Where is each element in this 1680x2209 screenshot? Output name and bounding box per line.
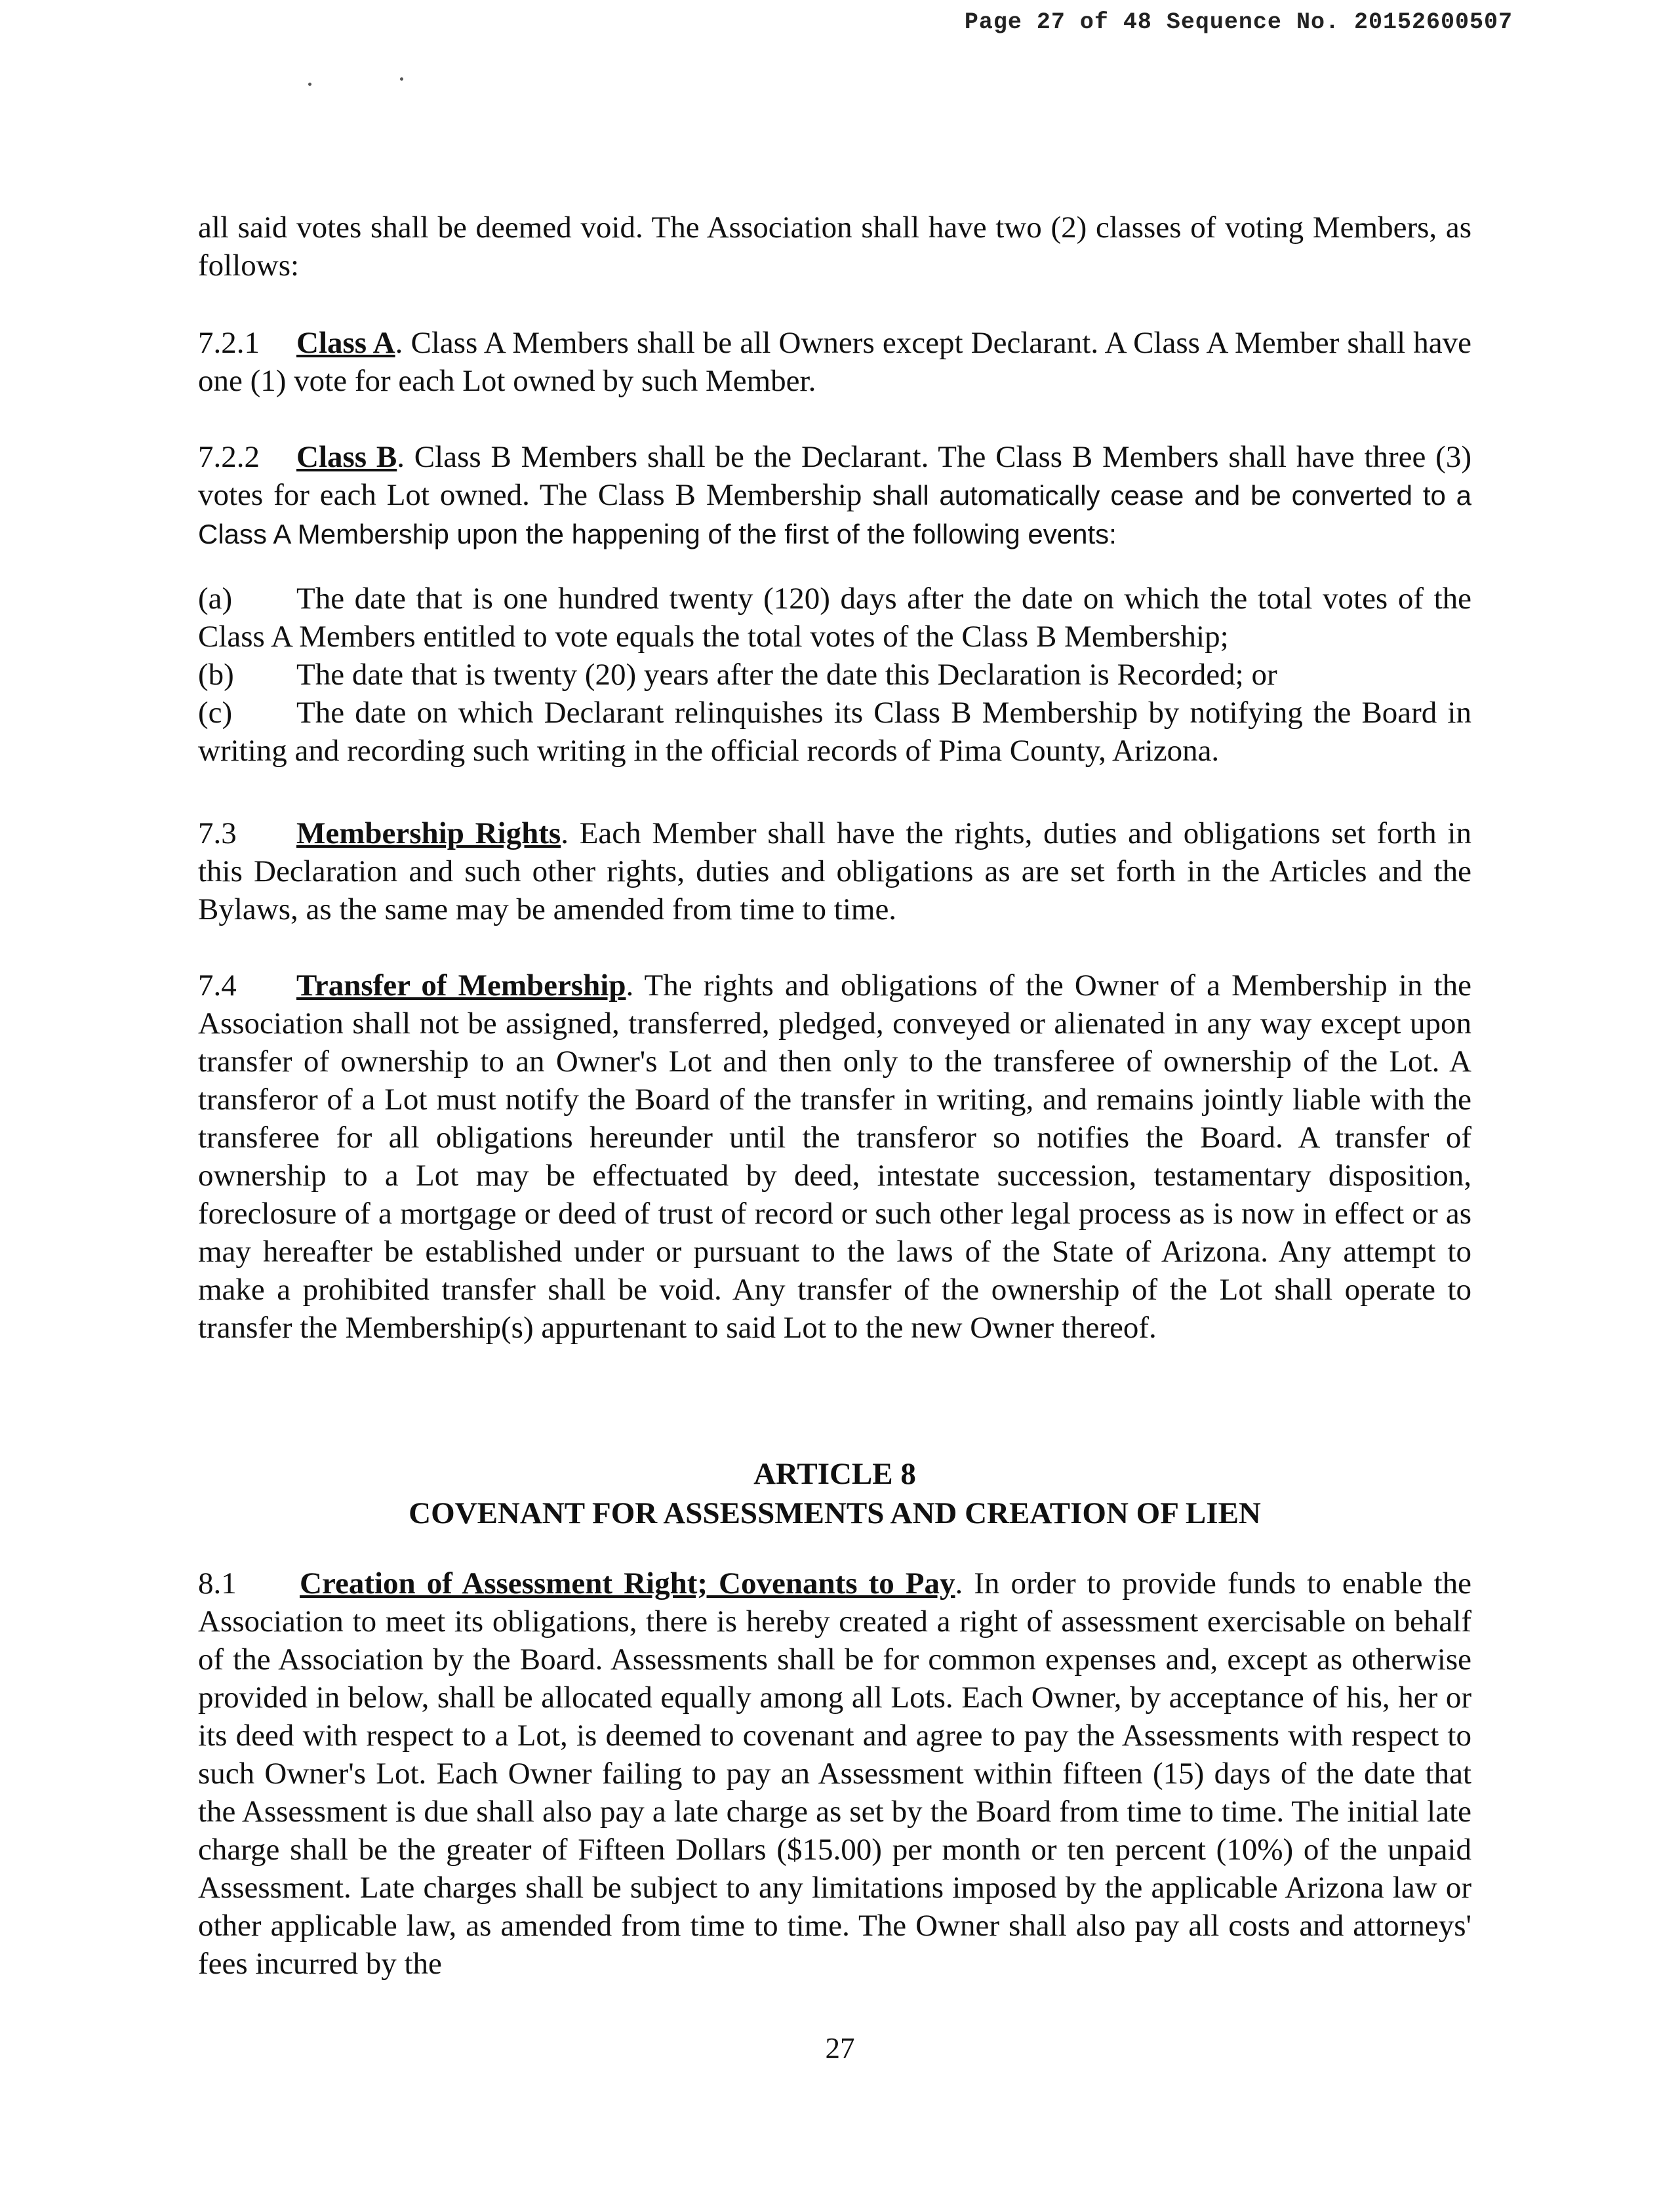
list-item-label: (a) bbox=[198, 582, 233, 616]
scan-speck bbox=[400, 77, 403, 81]
section-text: . Each Member shall have the rights, duties and obligations set forth in this Declaration and such other rights, duties and obligations as are set forth in the Articles and the Bylaws, as the same may be amended from time to time. bbox=[198, 816, 1471, 926]
list-item-text: The date that is one hundred twenty (120) days after the date on which the total votes of the Class A Members entitled to vote equals the total votes of the Class B Membership; bbox=[198, 582, 1471, 654]
section-7-3 bbox=[198, 814, 1471, 928]
section-number: 7.3 bbox=[198, 816, 237, 850]
article-title: COVENANT FOR ASSESSMENTS AND CREATION OF LIEN bbox=[409, 1496, 1261, 1530]
article-number: ARTICLE 8 bbox=[753, 1457, 916, 1491]
list-item-label: (c) bbox=[198, 696, 233, 730]
section-text-sans: shall automatically cease and be converted to a Class A Membership upon the happening of the first of the following events: bbox=[198, 480, 1471, 549]
section-heading: Membership Rights bbox=[296, 816, 561, 850]
section-heading: Class A bbox=[296, 326, 395, 360]
page-number: 27 bbox=[825, 2032, 855, 2065]
section-number: 7.2.1 bbox=[198, 326, 260, 360]
section-heading: Transfer of Membership bbox=[296, 968, 626, 1003]
section-7-2-1 bbox=[198, 324, 1471, 400]
scan-speck bbox=[308, 83, 311, 86]
section-text: . The rights and obligations of the Owner of a Membership in the Association shall not be assigned, transferred, pledged, conveyed or alienated in any way except upon transfer of ownership to an Owner's Lot and then only to the transferee of ownership of the Lot. A transferor of a Lot must notify the Board of the transfer in writing, and remains jointly liable with the transferee for all obligations hereunder until the transferor so notifies the Board. A transfer of ownership to a Lot may be effectuated by deed, intestate succession, testamentary disposition, foreclosure of a mortgage or deed of trust of record or such other legal process as is now in effect or as may hereafter be established under or pursuant to the laws of the State of Arizona. Any attempt to make a prohibited transfer shall be void. Any transfer of the ownership of the Lot shall operate to transfer the Membership(s) appurtenant to said Lot to the new Owner thereof. bbox=[198, 968, 1471, 1345]
section-7-2-2 bbox=[198, 438, 1471, 553]
section-text: . In order to provide funds to enable the Association to meet its obligations, there is hereby created a right of assessment exercisable on behalf of the Association by the Board. Assessments shall be for common expenses and, except as otherwise provided in below, shall be allocated equally among all Lots. Each Owner, by acceptance of his, her or its deed with respect to a Lot, is deemed to covenant and agree to pay the Assessments with respect to such Owner's Lot. Each Owner failing to pay an Assessment within fifteen (15) days of the date that the Assessment is due shall also pay a late charge as set by the Board from time to time. The initial late charge shall be the greater of Fifteen Dollars ($15.00) per month or ten percent (10%) of the unpaid Assessment. Late charges shall be subject to any limitations imposed by the applicable Arizona law or other applicable law, as amended from time to time. The Owner shall also pay all costs and attorneys' fees incurred by the bbox=[198, 1566, 1471, 1981]
section-heading: Class B bbox=[296, 440, 397, 474]
continuation-text: all said votes shall be deemed void. The Association shall have two (2) classes of voting Members, as follows: bbox=[198, 210, 1471, 283]
section-text: . Class B Members shall be the Declarant. The Class B Members shall have three (3) votes for each Lot owned. The Class B Membership bbox=[198, 440, 1471, 512]
section-number: 8.1 bbox=[198, 1566, 237, 1601]
continuation-paragraph bbox=[198, 209, 1471, 285]
section-8-1 bbox=[198, 1564, 1471, 1983]
list-item bbox=[198, 580, 1471, 656]
list-item bbox=[198, 694, 1471, 770]
list-item-text: The date that is twenty (20) years after the date this Declaration is Recorded; or bbox=[296, 658, 1277, 692]
section-number: 7.2.2 bbox=[198, 440, 260, 474]
section-text: . Class A Members shall be all Owners except Declarant. A Class A Member shall have one (1) vote for each Lot owned by such Member. bbox=[198, 326, 1471, 398]
section-heading: Creation of Assessment Right; Covenants to Pay bbox=[300, 1566, 955, 1601]
list-item-text: The date on which Declarant relinquishes its Class B Membership by notifying the Board in writing and recording such writing in the official records of Pima County, Arizona. bbox=[198, 696, 1471, 768]
events-list bbox=[198, 580, 1471, 770]
section-7-4 bbox=[198, 966, 1471, 1347]
list-item bbox=[198, 656, 1471, 694]
section-number: 7.4 bbox=[198, 968, 237, 1003]
article-heading bbox=[198, 1454, 1471, 1533]
list-item-label: (b) bbox=[198, 658, 234, 692]
sequence-header: Page 27 of 48 Sequence No. 20152600507 bbox=[964, 9, 1513, 35]
